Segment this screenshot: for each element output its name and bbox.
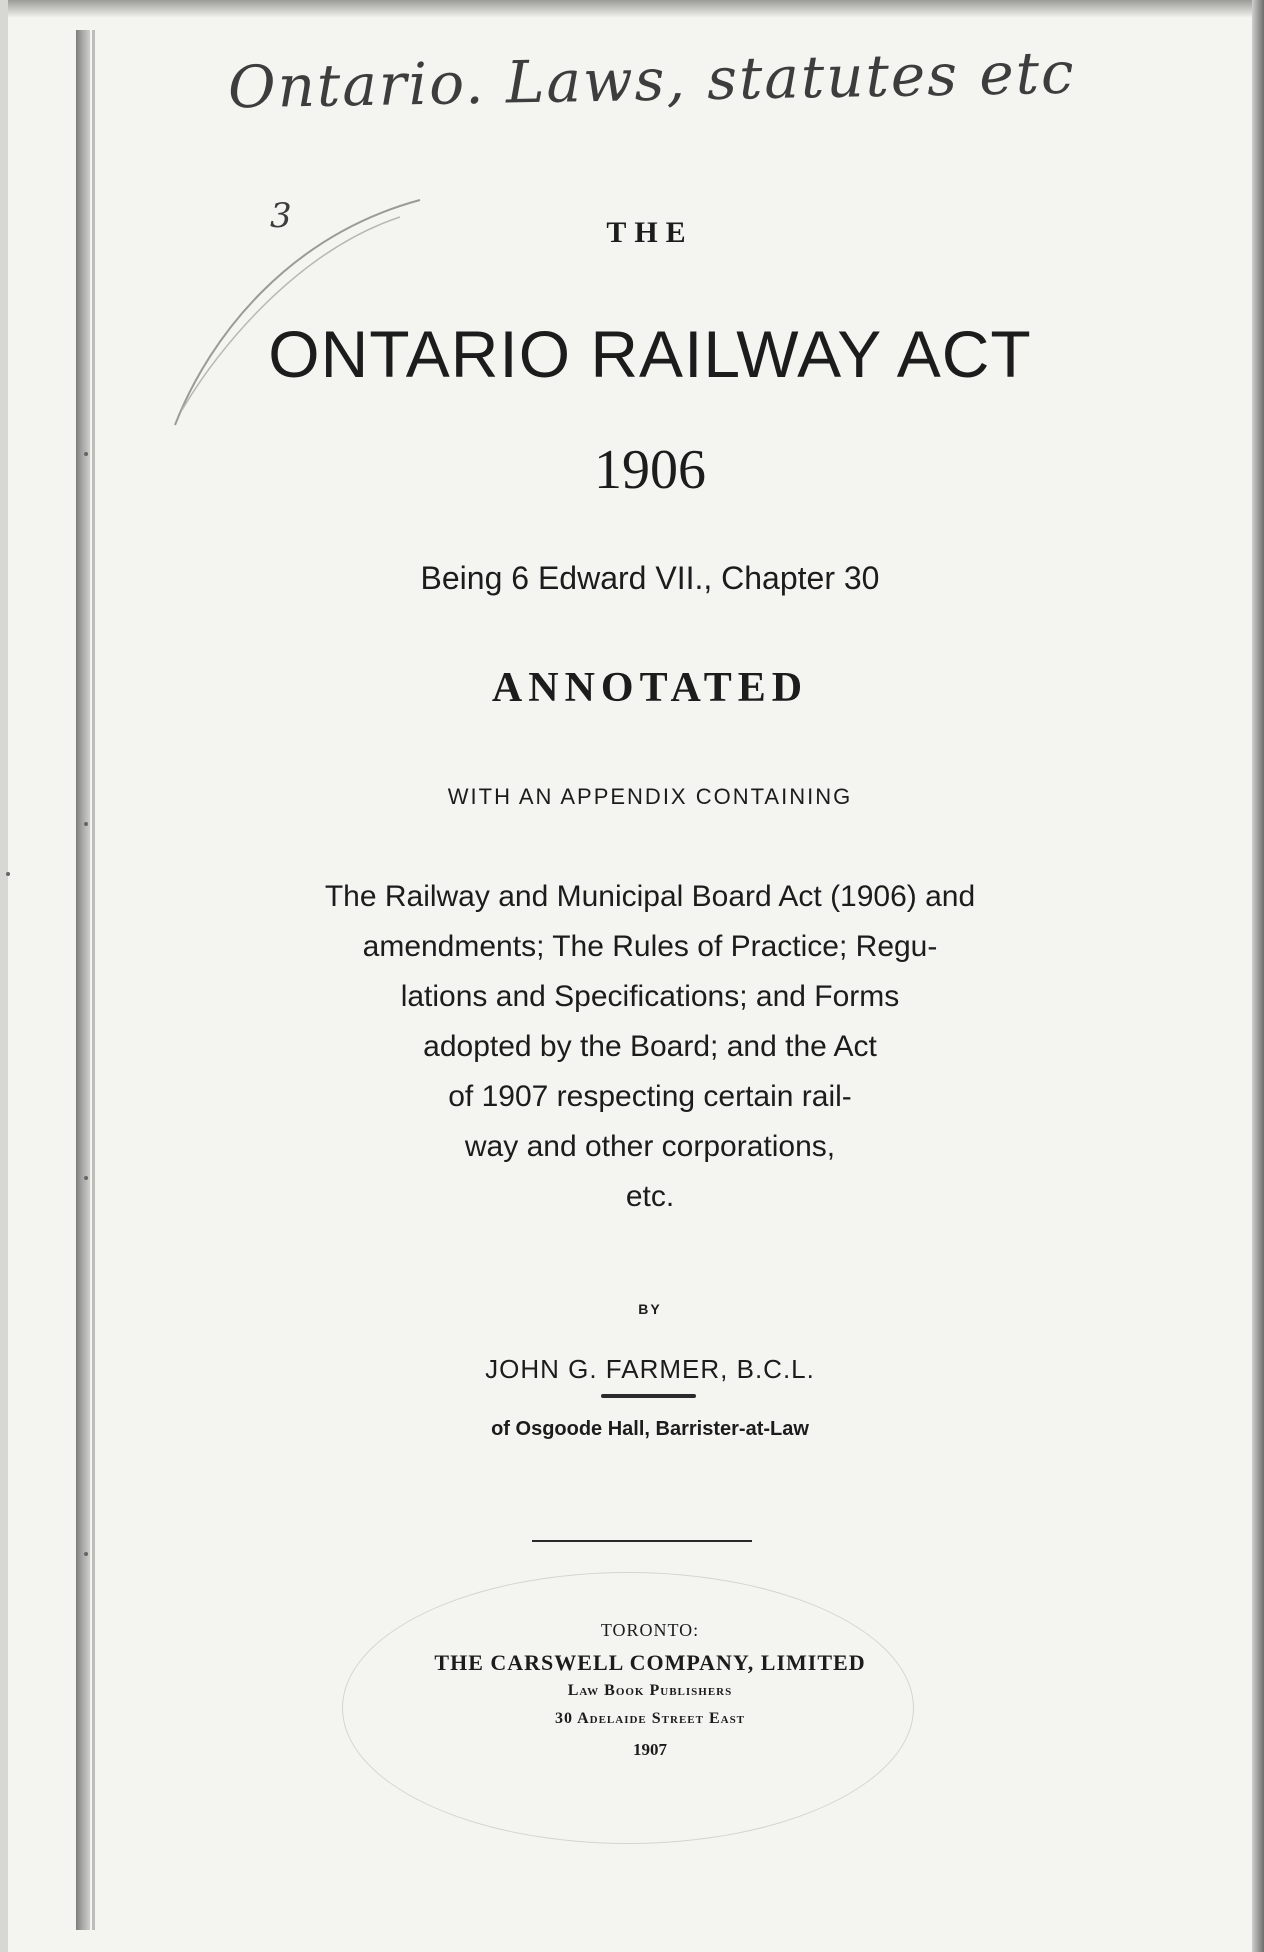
subtitle: Being 6 Edward VII., Chapter 30 (420, 560, 880, 596)
description-line: lations and Specifications; and Forms (400, 980, 900, 1013)
top-shadow (0, 0, 1264, 18)
description-line: adopted by the Board; and the Act (423, 1030, 877, 1063)
description-line: etc. (625, 1180, 675, 1213)
publisher-city: TORONTO: (600, 1620, 700, 1640)
speck (84, 1176, 88, 1180)
publisher-address: 30 Adelaide Street East (554, 1710, 746, 1727)
divider-rule (532, 1540, 752, 1542)
speck (84, 822, 88, 826)
description-line: way and other corporations, (464, 1130, 836, 1163)
binding-edge (92, 30, 95, 1930)
title-the: THE (606, 216, 694, 249)
appendix-description (150, 872, 1150, 1222)
author-name: JOHN G. FARMER, B.C.L. (485, 1354, 815, 1384)
title-year: 1906 (594, 439, 706, 501)
right-page-edge (1252, 0, 1264, 1952)
faded-stamp-outline (342, 1572, 914, 1844)
publisher-name: THE CARSWELL COMPANY, LIMITED (434, 1650, 866, 1675)
speck (84, 1552, 88, 1556)
publisher-role: Law Book Publishers (567, 1682, 733, 1699)
handwritten-number: 3 (270, 196, 292, 236)
speck (6, 872, 10, 876)
author-affiliation: of Osgoode Hall, Barrister-at-Law (491, 1418, 809, 1440)
page-title: ONTARIO RAILWAY ACT (268, 317, 1032, 391)
publication-year: 1907 (633, 1740, 667, 1759)
binding-shadow (76, 30, 90, 1930)
description-line: The Railway and Municipal Board Act (1906) and (324, 880, 976, 913)
annotated-heading: ANNOTATED (491, 665, 809, 711)
left-gutter (0, 0, 8, 1952)
handwritten-catalog-note: Ontario. Laws, statutes etc (227, 38, 1077, 122)
appendix-heading: WITH AN APPENDIX CONTAINING (447, 784, 853, 809)
by-label: BY (638, 1301, 662, 1317)
description-line: amendments; The Rules of Practice; Regu- (362, 930, 938, 963)
description-line: of 1907 respecting certain rail- (448, 1080, 852, 1113)
speck (84, 452, 88, 456)
author-underline (601, 1394, 696, 1398)
